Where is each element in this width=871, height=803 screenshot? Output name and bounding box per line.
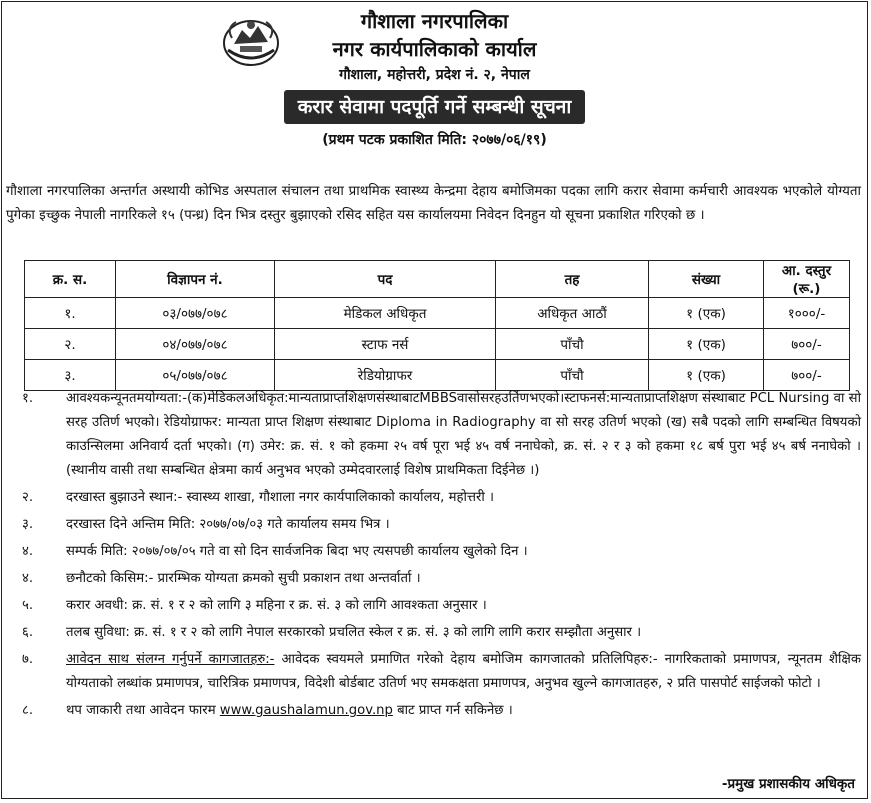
cell-count: १ (एक) — [649, 298, 764, 329]
item-text: छनौटको किसिम:- प्रारम्भिक योग्यता क्रमको सुची प्रकाशन तथा अन्तर्वार्ता । — [66, 571, 421, 586]
item-number: ७. — [22, 652, 34, 667]
cell-serial: ३. — [25, 360, 116, 391]
municipality-name: गौशाला नगरपालिका — [360, 9, 509, 33]
cell-level: पाँचौ — [496, 329, 649, 360]
list-item — [6, 387, 861, 483]
cell-ad-number: ०५/०७७/०७८ — [116, 360, 275, 391]
item-text: करार अवधी: क्र. सं. १ र २ को लागि ३ महिना र क्र. सं. ३ को लागि आवश्कता अनुसार । — [66, 598, 487, 613]
conditions-list — [6, 387, 861, 726]
item-text-wrapper — [66, 648, 861, 696]
cell-post: मेडिकल अधिकृत — [275, 298, 496, 329]
intro-paragraph: गौशाला नगरपालिका अन्तर्गत अस्थायी कोभिड अस्पताल संचालन तथा प्राथमिक स्वास्थ्य केन्द्रमा देहाय बमोजिमका पदका लागि करार सेवामा कर्मचारी आवश्यक भएकोले योग्यता पुगेका इच्छुक नेपाली नागरिकले १५ (पन्ध्र) दिन भित्र दस्तुर बुझाएको रसिद सहित यस कार्यालयमा निवेदन दिनहुन यो सूचना प्रकाशित गरिएको छ । — [6, 184, 861, 223]
list-item — [6, 513, 861, 537]
col-ad-number: विज्ञापन नं. — [116, 261, 275, 298]
item-text: आवेदक स्वयमले प्रमाणित गरेको देहाय बमोजिम कागजातको प्रतिलिपिहरु:- नागरिकताको प्रमाणपत्र, न्यूनतम शैक्षिक योग्यताको लब्धांक प्रमाणपत्र, चारित्रिक प्रमाणपत्र, विदेशी बोर्डबाट उतिर्ण भए समकक्षता प्रमाणपत्र, अनुभव खुल्ने कागजातहरु, २ प्रति पासपोर्ट साईजको फोटो । — [66, 652, 861, 691]
item-text-after: बाट प्राप्त गर्न सकिनेछ । — [392, 703, 513, 718]
cell-post: स्टाफ नर्स — [275, 329, 496, 360]
item-text: दरखास्त बुझाउने स्थान:- स्वास्थ्य शाखा, गौशाला नगर कार्यपालिकाको कार्यालय, महोत्तरी । — [66, 490, 494, 505]
cell-level: अधिकृत आठौं — [496, 298, 649, 329]
cell-post: रेडियोग्राफर — [275, 360, 496, 391]
cell-level: पाँचौ — [496, 360, 649, 391]
vacancy-table — [24, 260, 850, 391]
cell-fee: ७००/- — [764, 360, 850, 391]
list-item — [6, 594, 861, 618]
list-item — [6, 540, 861, 564]
col-post: पद — [275, 261, 496, 298]
cell-serial: १. — [25, 298, 116, 329]
cell-serial: २. — [25, 329, 116, 360]
item-number: ३. — [22, 517, 34, 532]
cell-fee: ७००/- — [764, 329, 850, 360]
table-row — [25, 329, 850, 360]
list-item — [6, 567, 861, 591]
col-fee: आ. दस्तुर (रू.) — [764, 261, 850, 298]
item-number: ६. — [22, 625, 34, 640]
item-text-wrapper — [66, 699, 861, 723]
item-text: तलब सुविधा: क्र. सं. १ र २ को लागि नेपाल सरकारको प्रचलित स्केल र क्र. सं. ३ को लागि लागि करार सम्झौता अनुसार । — [66, 625, 642, 640]
cell-count: १ (एक) — [649, 329, 764, 360]
cell-ad-number: ०४/०७७/०७८ — [116, 329, 275, 360]
item-number: ४. — [22, 571, 34, 586]
office-name: नगर कार्यपालिकाको कार्याल — [332, 37, 537, 61]
item-number: ५. — [22, 598, 34, 613]
table-row — [25, 360, 850, 391]
col-serial: क्र. स. — [25, 261, 116, 298]
item-text: आवश्यकन्यूनतमयोग्यता:-(क)मेडिकलअधिकृत:मान्यताप्राप्तशिक्षणसंस्थाबाटMBBSवासोसरहउर्तिणभएको।स्टाफनर्स:मान्यताप्राप्तशिक्षण संस्थाबाट PCL Nursing वा सो सरह उतिर्ण भएको। रेडियोग्राफर: मान्यता प्राप्त शिक्षण संस्थाबाट Diploma in Radiography वा सो सरह उतिर्ण भएको (ख) सबै पदको लागि सम्बन्धित विषयको काउन्सिलमा अनिवार्य दर्ता भएको। (ग) उमेर: क्र. सं. १ को हकमा २५ वर्ष पूरा भई ४५ वर्ष ननाघेको, क्र. सं. २ र ३ को हकमा १८ बर्ष पुरा भई ४५ बर्ष ननाघेको । (स्थानीय वासी तथा सम्बन्धित क्षेत्रमा कार्य अनुभव भएको उम्मेदवारलाई विशेष प्राथमिकता दिईनेछ ।) — [66, 391, 861, 478]
notice-title: करार सेवामा पदपूर्ति गर्ने सम्बन्धी सूचना — [284, 90, 586, 124]
item-text: सम्पर्क मिति: २०७७/०७/०५ गते वा सो दिन सार्वजनिक बिदा भए त्यसपछी कार्यालय खुलेको दिन । — [66, 544, 528, 559]
item-text: दरखास्त दिने अन्तिम मिति: २०७७/०७/०३ गते कार्यालय समय भित्र । — [66, 517, 390, 532]
item-lead: आवेदन साथ संलग्न गर्नुपर्ने कागजातहरु:- — [66, 652, 275, 667]
signature: -प्रमुख प्रशासकीय अधिकृत — [721, 776, 855, 792]
table-row — [25, 298, 850, 329]
table-header-row — [25, 261, 850, 298]
item-number: ४. — [22, 544, 34, 559]
list-item — [6, 486, 861, 510]
list-item — [6, 699, 861, 723]
item-number: १. — [22, 391, 34, 406]
col-count: संख्या — [649, 261, 764, 298]
publication-date: (प्रथम पटक प्रकाशित मिति: २०७७/०६/१९) — [322, 132, 547, 148]
col-level: तह — [496, 261, 649, 298]
cell-ad-number: ०३/०७७/०७८ — [116, 298, 275, 329]
notice-header — [2, 6, 867, 150]
item-number: २. — [22, 490, 34, 505]
website-link[interactable]: www.gaushalamun.gov.np — [219, 703, 393, 718]
notice-page — [1, 1, 868, 799]
item-text: थप जाकारी तथा आवेदन फारम — [66, 703, 220, 718]
list-item — [6, 648, 861, 696]
item-number: ८. — [22, 703, 34, 718]
cell-fee: १०००/- — [764, 298, 850, 329]
office-address: गौशाला, महोत्तरी, प्रदेश नं. २, नेपाल — [339, 67, 530, 83]
list-item — [6, 621, 861, 645]
cell-count: १ (एक) — [649, 360, 764, 391]
